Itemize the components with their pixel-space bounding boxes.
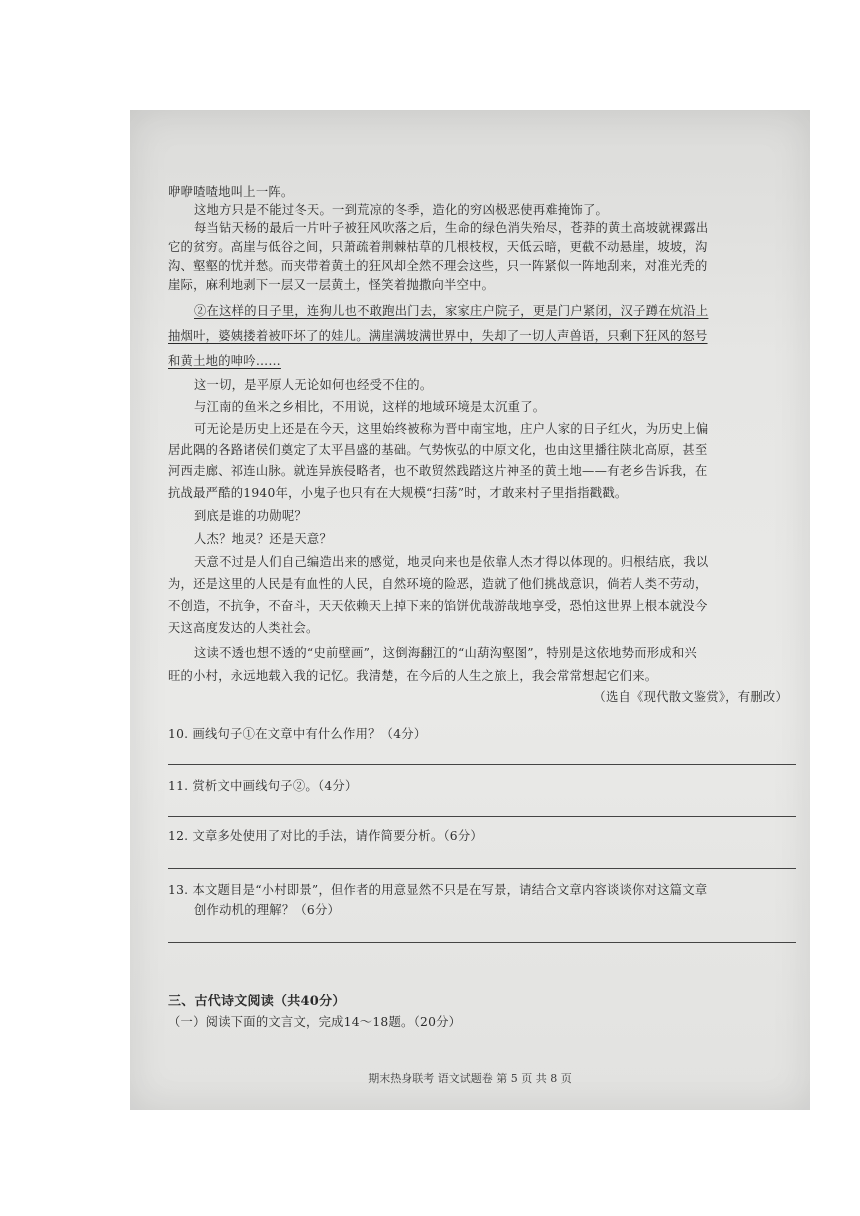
answer-line xyxy=(168,764,796,765)
passage-line: 居此隅的各路诸侯们奠定了太平昌盛的基础。气势恢弘的中原文化，也由这里播往陕北高原，甚至 xyxy=(168,443,708,457)
question-11: 11. 赏析文中画线句子②。（4分） xyxy=(168,779,358,793)
answer-line xyxy=(168,868,796,869)
question-13-continued: 创作动机的理解？（6分） xyxy=(194,903,341,917)
page-footer: 期末热身联考 语文试题卷 第 5 页 共 8 页 xyxy=(368,1072,572,1085)
underlined-sentence-2: ②在这样的日子里，连狗儿也不敢跑出门去，家家庄户院子，更是门户紧闭，汉子蹲在炕沿上 xyxy=(194,304,709,318)
passage-line: 与江南的鱼米之乡相比，不用说，这样的地域环境是太沉重了。 xyxy=(194,400,546,414)
passage-line: 天这高度发达的人类社会。 xyxy=(168,621,319,635)
passage-line: 抗战最严酷的1940年，小鬼子也只有在大规模“扫荡”时，才敢来村子里指指戳戳。 xyxy=(168,486,628,500)
passage-line: 河西走廊、祁连山脉。就连异族侵略者，也不敢贸然践踏这片神圣的黄土地——有老乡告诉我，在 xyxy=(168,464,708,478)
question-10: 10. 画线句子①在文章中有什么作用？（4分） xyxy=(168,727,427,741)
passage-line: 每当钻天杨的最后一片叶子被狂风吹落之后，生命的绿色消失殆尽，苍莽的黄土高坡就裸露出 xyxy=(194,221,709,235)
passage-line: 天意不过是人们自己编造出来的感觉，地灵向来也是依靠人杰才得以体现的。归根结底，我以 xyxy=(194,555,709,569)
source-note: （选自《现代散文鉴赏》，有删改） xyxy=(593,690,788,704)
passage-line: 沟、壑壑的忧并愁。而夹带着黄土的狂风却全然不理会这些，只一阵紧似一阵地刮来，对准光秃的 xyxy=(168,259,708,273)
passage-line: 旺的小村，永远地载入我的记忆。我清楚，在今后的人生之旅上，我会常常想起它们来。 xyxy=(168,669,658,683)
passage-line: 人杰？地灵？还是天意？ xyxy=(194,532,333,546)
passage-line: 崖际，麻利地剥下一层又一层黄土，怪笑着抛撒向半空中。 xyxy=(168,278,495,292)
passage-line: 咿咿喳喳地叫上一阵。 xyxy=(168,185,294,199)
passage-line: 它的贫穷。高崖与低谷之间，只萧疏着荆棘枯草的几根枝杈，天低云暗，更截不动悬崖，坡坡，沟 xyxy=(168,240,708,254)
passage-line: 不创造，不抗争，不奋斗，天天依赖天上掉下来的馅饼优哉游哉地享受，恐怕这世界上根本就没今 xyxy=(168,599,708,613)
question-12: 12. 文章多处使用了对比的手法，请作简要分析。（6分） xyxy=(168,829,483,843)
section-subtitle: （一）阅读下面的文言文，完成14～18题。（20分） xyxy=(168,1015,462,1029)
passage-line: 这一切，是平原人无论如何也经受不住的。 xyxy=(194,378,433,392)
section-title: 三、古代诗文阅读（共40分） xyxy=(168,994,346,1009)
passage-line: 这读不透也想不透的“史前壁画”，这倒海翻江的“山葫沟壑图”，特别是这依地势而形成和兴 xyxy=(194,646,697,660)
answer-line xyxy=(168,942,796,943)
exam-page xyxy=(130,110,810,1110)
underlined-sentence-2: 抽烟叶，婆姨搂着被吓坏了的娃儿。满崖满坡满世界中，失却了一切人声兽语，只剩下狂风的怒号 xyxy=(168,329,708,343)
underlined-sentence-2: 和黄土地的呻吟…… xyxy=(168,354,281,368)
answer-line xyxy=(168,816,796,817)
passage-line: 这地方只是不能过冬天。一到荒凉的冬季，造化的穷凶极恶使再难掩饰了。 xyxy=(194,203,609,217)
passage-line: 到底是谁的功勋呢？ xyxy=(194,509,307,523)
passage-line: 可无论是历史上还是在今天，这里始终被称为晋中南宝地，庄户人家的日子红火，为历史上偏 xyxy=(194,422,709,436)
question-13: 13. 本文题目是“小村即景”，但作者的用意显然不只是在写景，请结合文章内容谈谈你对这篇文章 xyxy=(168,883,708,897)
passage-line: 为，还是这里的人民是有血性的人民，自然环境的险恶，造就了他们挑战意识，倘若人类不劳动， xyxy=(168,577,708,591)
